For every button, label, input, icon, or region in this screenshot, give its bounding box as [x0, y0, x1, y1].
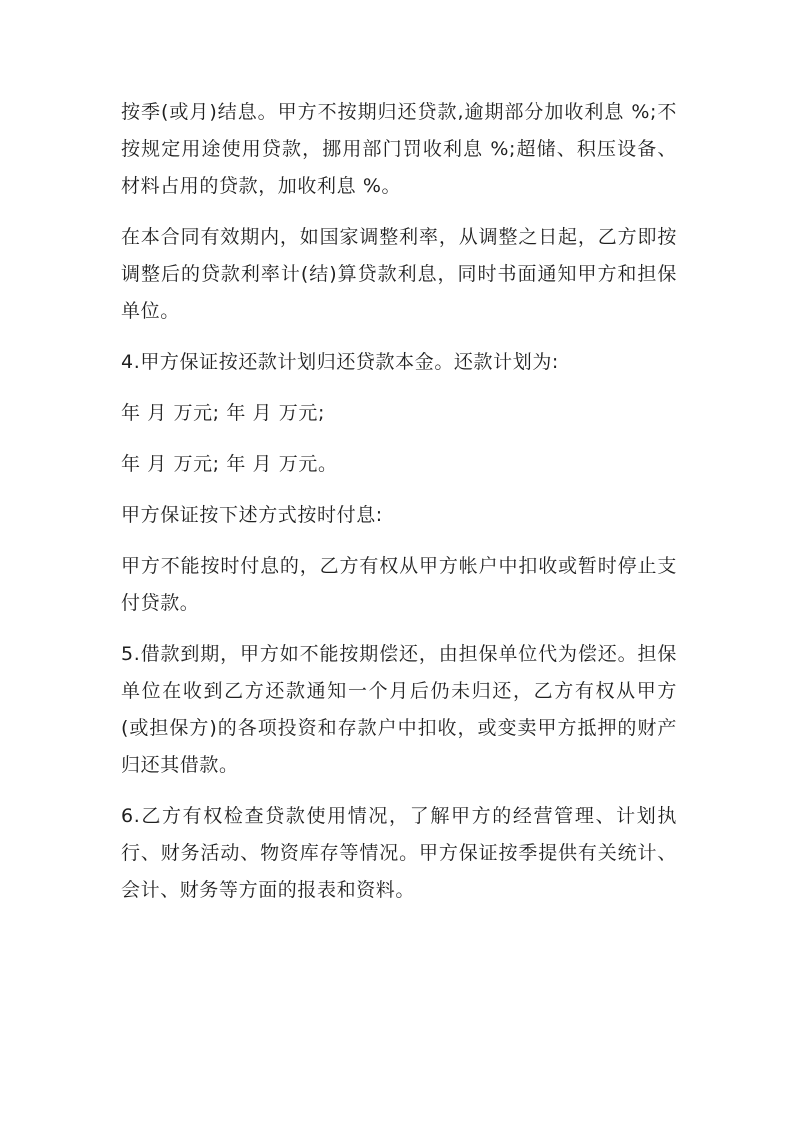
- paragraph-interest-settlement: 按季(或月)结息。甲方不按期归还贷款,逾期部分加收利息 %;不按规定用途使用贷款，挪用部门罚收利息 %;超储、积压设备、材料占用的贷款，加收利息 %。: [121, 101, 677, 197]
- paragraph-clause-5: 5.借款到期，甲方如不能按期偿还，由担保单位代为偿还。担保单位在收到乙方还款通知一个月后仍未归还，乙方有权从甲方(或担保方)的各项投资和存款户中扣收，或变卖甲方抵押的财产归还其借款。: [121, 643, 677, 776]
- repayment-schedule-line-1: 年 月 万元; 年 月 万元;: [121, 402, 326, 424]
- paragraph-rate-adjustment: 在本合同有效期内，如国家调整利率，从调整之日起，乙方即按调整后的贷款利率计(结)算贷款利息，同时书面通知甲方和担保单位。: [121, 226, 677, 322]
- paragraph-clause-6: 6.乙方有权检查贷款使用情况，了解甲方的经营管理、计划执行、财务活动、物资库存等情况。甲方保证按季提供有关统计、会计、财务等方面的报表和资料。: [121, 805, 677, 901]
- document-body: [121, 94, 677, 923]
- paragraph-late-interest: 甲方不能按时付息的，乙方有权从甲方帐户中扣收或暂时停止支付贷款。: [121, 555, 677, 614]
- repayment-schedule-line-2: 年 月 万元; 年 月 万元。: [121, 453, 338, 475]
- paragraph-interest-payment-method: 甲方保证按下述方式按时付息:: [121, 504, 383, 526]
- paragraph-clause-4: 4.甲方保证按还款计划归还贷款本金。还款计划为:: [121, 351, 559, 373]
